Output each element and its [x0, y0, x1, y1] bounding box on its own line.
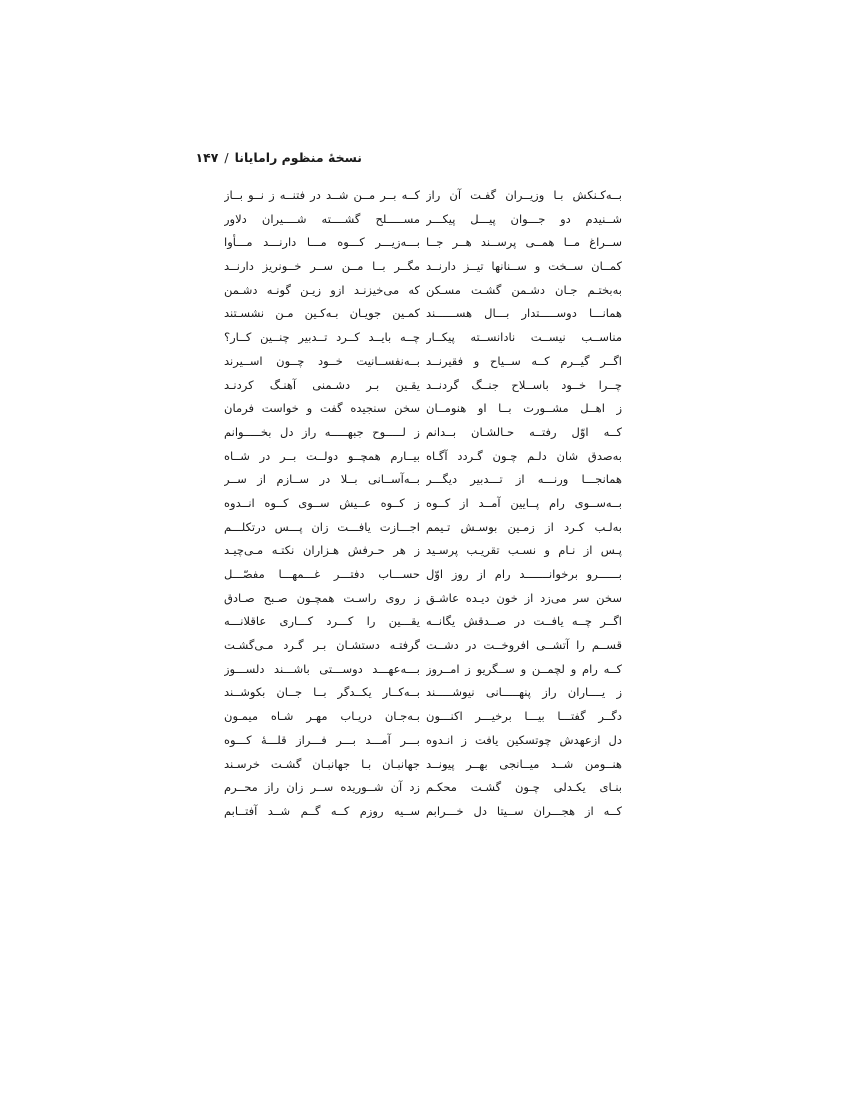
verse-line: بنـای یکـدلی چـون گشـت محکـم [426, 780, 622, 795]
verse-line: بــه‌آســانی بــلا در ســازم از ســر [224, 472, 420, 487]
verse-line: مســـــلح گشــــته شــــیران دلاور [224, 211, 420, 226]
verse-line: ســیه روزم کــه گــم شــد آفتــابم [224, 803, 420, 818]
verse-line: بـــه‌عهـــد دوســـتی باشـــند دلســـوز [224, 661, 420, 676]
verse-line: کمـین جویـان بـه‌کـین مـن نشسـتند [224, 306, 420, 321]
verse-line: دل ازعهدش چوتسکین یافت ز انـدوه [426, 732, 622, 747]
verse-line: ز یــــاران راز پنهـــــانی نیوشـــــند [426, 685, 622, 700]
verse-line: کــه بــر مــن شــد در فتنــه ز نــو بــاز [224, 188, 420, 202]
verse-line: کــه اوّل رفتــه حـالشـان بــدانم [426, 424, 622, 439]
verse-line: بـــر آمـــد بـــر فـــراز قلـــهٔ کـــوه [224, 732, 420, 747]
verse-line: یقـــین را کـــرد کـــاری عاقلانـــه [224, 614, 420, 629]
verse-line: چــرا خــود باســلاح جنــگ گردنــد [426, 377, 622, 392]
verse-line: همانجـــا ورنـــه از تـــدبیر دیگـــر [426, 472, 622, 487]
verse-line: قســم را آتشــی افروخــت در دشــت [426, 638, 622, 653]
verse-line: اجـــازت یافـــت زان پـــس درتکلـــم [224, 519, 420, 534]
verse-column-right [426, 184, 622, 824]
verse-line: سخن سر می‌زد از خون دیـده عاشـق [426, 590, 622, 605]
verse-line: مگــر بــا مــن ســر خــونریز دارنــد [224, 259, 420, 274]
verse-line: همانـــا دوســـــتدار بـــال هســــــند [426, 306, 622, 321]
verse-line: ز اهــل مشــورت بــا او هنومــان [426, 401, 622, 416]
verse-column-left [224, 184, 420, 824]
verse-line: هنــومن شــد میــانجی بهــر پیونــد [426, 756, 622, 771]
verse-line: پـس از نـام و نسـب تقریـب پرسـید [426, 543, 622, 558]
page-number: ۱۴۷ [195, 150, 219, 165]
verse-line: به‌لـب کـرد از زمـین بوسـش تـیمم [426, 519, 622, 534]
verse-line: بــه‌کـنکش بـا وزیــران گفـت آن راز [426, 188, 622, 202]
verse-line: به‌صدق شان دلـم چـون گـردد آگـاه [426, 448, 622, 463]
header-separator: / [224, 150, 229, 165]
verse-line: ز کــوه عــیش ســوی کــوه انــدوه [224, 495, 420, 510]
verse-line: گرفتـه دستشـان بـر گـرد مـی‌گشـت [224, 638, 420, 653]
verse-line: کــه از هجـــران ســیتا دل خـــرابم [426, 803, 622, 818]
verse-line: چــه بایــد کــرد تــدبیر چنــین کــار؟ [224, 330, 420, 345]
verse-line: بیــارم همچــو دولــت بــر در شــاه [224, 448, 420, 463]
verse-line: شــنیدم دو جـــوان پیـــل پیکـــر [426, 211, 622, 226]
verse-line: کــه رام و لچمــن و ســگریو ز امــروز [426, 661, 622, 676]
verse-line: بــــــرو برخوانـــــــد رام از روز اوّل [426, 567, 622, 581]
verse-line: به‌بختـم جـان دشـمن گشـت مسـکن [426, 282, 622, 297]
verse-line: ز لـــــوح جبهـــــه راز دل بخـــــوانم [224, 424, 420, 439]
verse-line: اگــر گیــرم کــه ســیاح و فقیرنــد [426, 353, 622, 368]
verse-line: بـه‌جـان دریـاب مهـر شـاه میمـون [224, 709, 420, 724]
verse-line: بـــه‌زیـــر کـــوه مـــا دارنـــد مـــأوا [224, 235, 420, 250]
verse-line: بــه‌کــار یکــدگر بــا جــان بکوشــند [224, 685, 420, 700]
running-head [192, 150, 362, 170]
verse-line: دگــر گفتـــا بیـــا برخیـــر اکنـــون [426, 709, 622, 724]
verse-line: یقـین بـر دشـمنی آهنـگ کردنـد [224, 377, 420, 392]
verse-line: که می‌خیزنـد ازو زیـن گونـه دشـمن [224, 282, 420, 297]
verse-line: ز هر حـرفش هـزاران نکتـه مـی‌چیـد [224, 543, 420, 558]
verse-line: کمــان ســخت و ســنانها تیــز دارنــد [426, 259, 622, 274]
verse-line: بــه‌ســوی رام پــایین آمــد از کــوه [426, 495, 622, 510]
verse-line: ســراغ مــا همــی پرســند هــر جــا [426, 235, 622, 250]
verse-line: اگــر چــه یافــت در صــدقش یگانــه [426, 614, 622, 629]
verse-line: مناســب نیســت نادانســته پیکــار [426, 330, 622, 345]
verse-line: سخن سنجیده گفت و خواست فرمان [224, 401, 420, 416]
verse-line: ز روی راسـت همچـون صـبح صـادق [224, 590, 420, 605]
verse-line: جهانبـان بـا جهانبـان گشـت خرسـند [224, 756, 420, 771]
verse-line: زد آن شــوریده ســر زان راز محــرم [224, 780, 420, 795]
verse-line: بــه‌نفســانیت خــود چــون اســیرند [224, 353, 420, 368]
verse-line: حســـاب دفتـــر غـــمهـــا مفصّـــل [224, 567, 420, 581]
book-title: نسخهٔ منظوم رامایانا [234, 150, 362, 165]
